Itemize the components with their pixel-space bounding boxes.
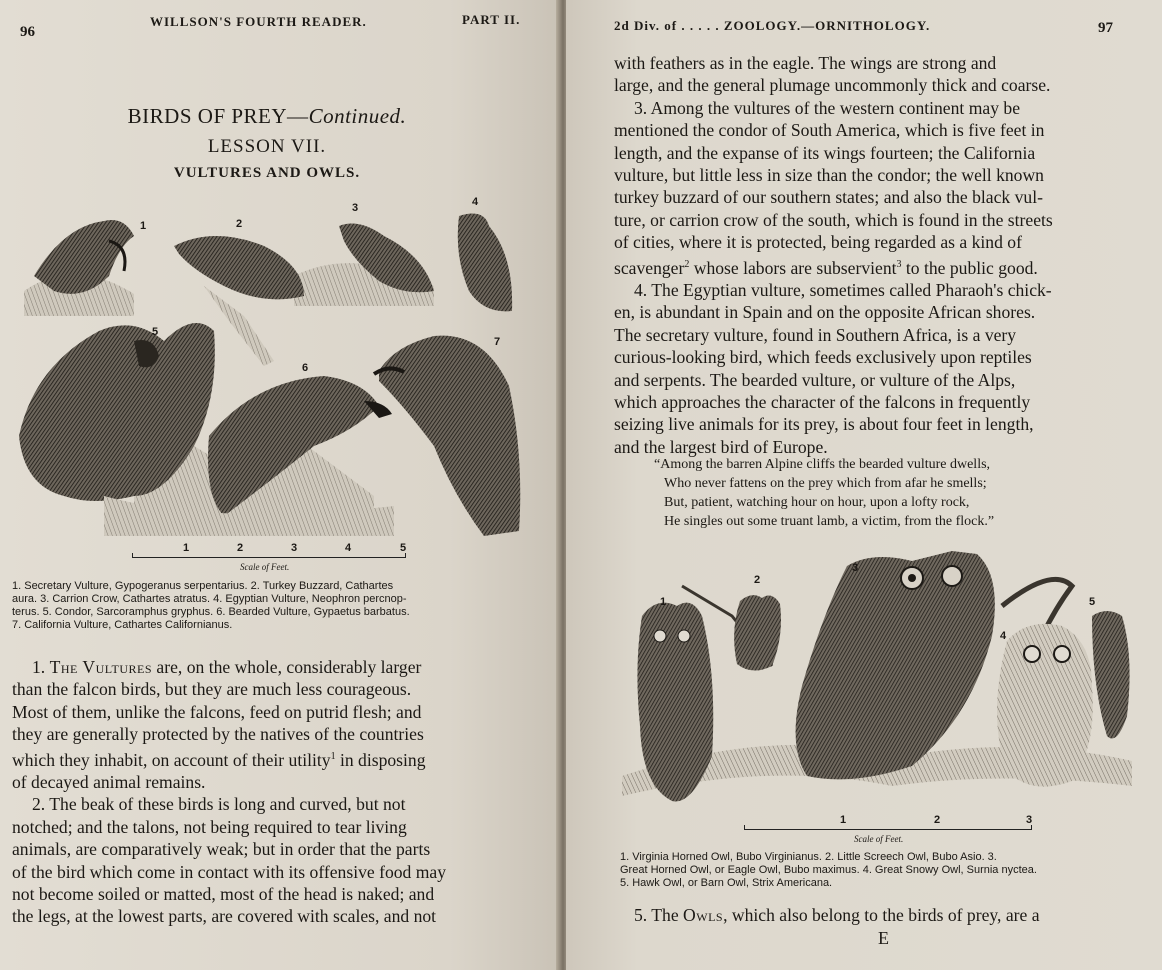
text-line: are, on the whole, considerably larger: [152, 657, 422, 677]
figure-caption: [12, 580, 528, 632]
owl-figure-caption: [620, 851, 1144, 890]
paragraph-2: 2. The beak of these birds is long and curved, but not: [32, 794, 406, 815]
text-line: mentioned the condor of South America, which is five feet in: [614, 120, 1045, 141]
text-span: whose labors are subservient: [689, 257, 897, 278]
text-line: than the falcon birds, but they are much less courageous.: [12, 679, 412, 700]
poem-line: But, patient, watching hour on hour, upon a lofty rock,: [664, 495, 970, 510]
text-line: of decayed animal remains.: [12, 771, 206, 792]
section-title-main: BIRDS OF PREY—: [127, 104, 309, 128]
scale-tick: 1: [840, 814, 847, 826]
owl-fig-label-4: 4: [1000, 630, 1007, 642]
text-line: and the largest bird of Europe.: [614, 436, 828, 457]
text-line: with feathers as in the eagle. The wings are strong and: [614, 53, 997, 73]
running-head-right: [614, 18, 930, 34]
scale-tick: 2: [237, 542, 244, 554]
text-line: en, is abundant in Spain and on the opposite African shores.: [614, 302, 1036, 323]
poem-quote: [654, 455, 994, 531]
owl-fig-label-1: 1: [660, 596, 667, 608]
text-span: which they inhabit, on account of their utility: [12, 749, 331, 770]
caption-line: 1. Virginia Horned Owl, Bubo Virginianus. 2. Little Screech Owl, Bubo Asio. 3.: [620, 851, 997, 863]
paragraph-3: 3. Among the vultures of the western continent may be: [634, 97, 1020, 118]
para-number: 5. The: [634, 905, 684, 925]
caption-line: aura. 3. Carrion Crow, Cathartes atratus. 4. Egyptian Vulture, Neophron percnop-: [12, 593, 407, 605]
text-line: and serpents. The bearded vulture, or vulture of the Alps,: [614, 369, 1016, 390]
lesson-subtitle: VULTURES AND OWLS.: [173, 165, 361, 181]
fig-label-4: 4: [472, 196, 479, 208]
scale-tick: 5: [400, 542, 407, 554]
text-line: Most of them, unlike the falcons, feed on putrid flesh; and: [12, 701, 422, 722]
vultures-engraving: [14, 196, 526, 566]
text-line: turkey buzzard of our southern states; and also the black vul-: [614, 187, 1043, 208]
footnote-ref: 1: [330, 750, 336, 762]
scale-tick: 4: [345, 542, 352, 554]
scale-tick: 3: [291, 542, 298, 554]
fig-label-2: 2: [236, 218, 243, 230]
fig-label-5: 5: [152, 326, 159, 338]
right-page: [566, 0, 1162, 970]
text-span: in disposing: [335, 749, 426, 770]
owl-fig-label-3: 3: [852, 562, 859, 574]
text-line: The secretary vulture, found in Southern Africa, is a very: [614, 324, 1017, 345]
body-text-left: [12, 656, 530, 928]
poem-line: “Among the barren Alpine cliffs the bearded vulture dwells,: [654, 457, 991, 472]
section-title: [0, 104, 534, 129]
footnote-ref: 2: [684, 258, 690, 270]
scale-tick: 2: [934, 814, 941, 826]
scale-bar: [132, 553, 406, 558]
division-label: 2d Div. of . . . . .: [614, 18, 724, 33]
poem-line: He singles out some truant lamb, a victim, from the flock.”: [664, 514, 995, 529]
footnote-ref: 3: [896, 258, 902, 270]
subject-label: ZOOLOGY.—ORNITHOLOGY.: [723, 18, 931, 33]
caption-line: 1. Secretary Vulture, Gypogeranus serpentarius. 2. Turkey Buzzard, Cathartes: [12, 580, 394, 592]
lesson-title: LESSON VII.: [207, 136, 327, 157]
page-number-right: 97: [1098, 20, 1113, 36]
text-line: [614, 254, 1136, 279]
owl-fig-label-2: 2: [754, 574, 761, 586]
text-line: notched; and the talons, not being required to tear living: [12, 816, 407, 837]
paragraph-4: 4. The Egyptian vulture, sometimes called Pharaoh's chick-: [634, 279, 1052, 300]
part-label: PART II.: [462, 12, 521, 27]
text-line: not become soiled or matted, most of the head is naked; and: [12, 883, 435, 904]
text-line: of cities, where it is protected, being regarded as a kind of: [614, 232, 1022, 253]
text-line: which approaches the character of the falcons in frequently: [614, 391, 1031, 412]
text-line: ture, or carrion crow of the south, which is found in the streets: [614, 209, 1053, 230]
left-page: [0, 0, 562, 970]
text-line: they are generally protected by the natives of the countries: [12, 724, 424, 745]
paragraph-1: [12, 656, 530, 678]
text-line: [12, 746, 530, 771]
para-lead: Owls: [683, 905, 724, 925]
scale-label: Scale of Feet.: [240, 562, 290, 572]
scale-tick: 1: [183, 542, 190, 554]
caption-line: Great Horned Owl, or Eagle Owl, Bubo maximus. 4. Great Snowy Owl, Surnia nyctea.: [620, 864, 1037, 876]
text-line: of the bird which come in contact with its offensive food may: [12, 861, 447, 882]
running-head-left: WILLSON'S FOURTH READER.: [150, 14, 367, 29]
text-line: seizing live animals for its prey, is about four feet in length,: [614, 414, 1034, 435]
text-line: the legs, at the lowest parts, are covered with scales, and not: [12, 906, 437, 927]
text-line: length, and the expanse of its wings fourteen; the California: [614, 142, 1036, 163]
body-text-right: [614, 52, 1136, 458]
para-lead: The Vultures: [49, 657, 153, 677]
fig-label-1: 1: [140, 220, 147, 232]
owl-fig-label-5: 5: [1089, 596, 1096, 608]
fig-label-7: 7: [494, 336, 501, 348]
owls-engraving: [622, 546, 1142, 824]
caption-line: 7. California Vulture, Cathartes Californianus.: [12, 619, 233, 631]
paragraph-5: [634, 904, 1144, 926]
caption-line: terus. 5. Condor, Sarcoramphus gryphus. 6. Bearded Vulture, Gypaetus barbatus.: [12, 606, 410, 618]
para-number: 1.: [32, 657, 50, 677]
fig-label-3: 3: [352, 202, 359, 214]
poem-line: Who never fattens on the prey which from afar he smells;: [664, 476, 987, 491]
text-line: curious-looking bird, which feeds exclusively upon reptiles: [614, 347, 1032, 368]
text-line: large, and the general plumage uncommonly thick and coarse.: [614, 75, 1051, 96]
page-number-left: 96: [20, 24, 35, 40]
text-span: , which also belong to the birds of prey, are a: [723, 905, 1040, 925]
scale-tick: 3: [1026, 814, 1033, 826]
text-line: animals, are comparatively weak; but in order that the parts: [12, 839, 431, 860]
fig-label-6: 6: [302, 362, 309, 374]
owl-scale-bar: [744, 825, 1032, 830]
owl-scale-label: Scale of Feet.: [854, 834, 904, 844]
text-span: scavenger: [614, 257, 685, 278]
text-line: vulture, but little less in size than the condor; the well known: [614, 165, 1044, 186]
signature-mark: E: [878, 928, 889, 948]
section-title-continued: Continued.: [308, 104, 407, 128]
text-span: to the public good.: [901, 257, 1038, 278]
caption-line: 5. Hawk Owl, or Barn Owl, Strix Americana.: [620, 877, 833, 889]
